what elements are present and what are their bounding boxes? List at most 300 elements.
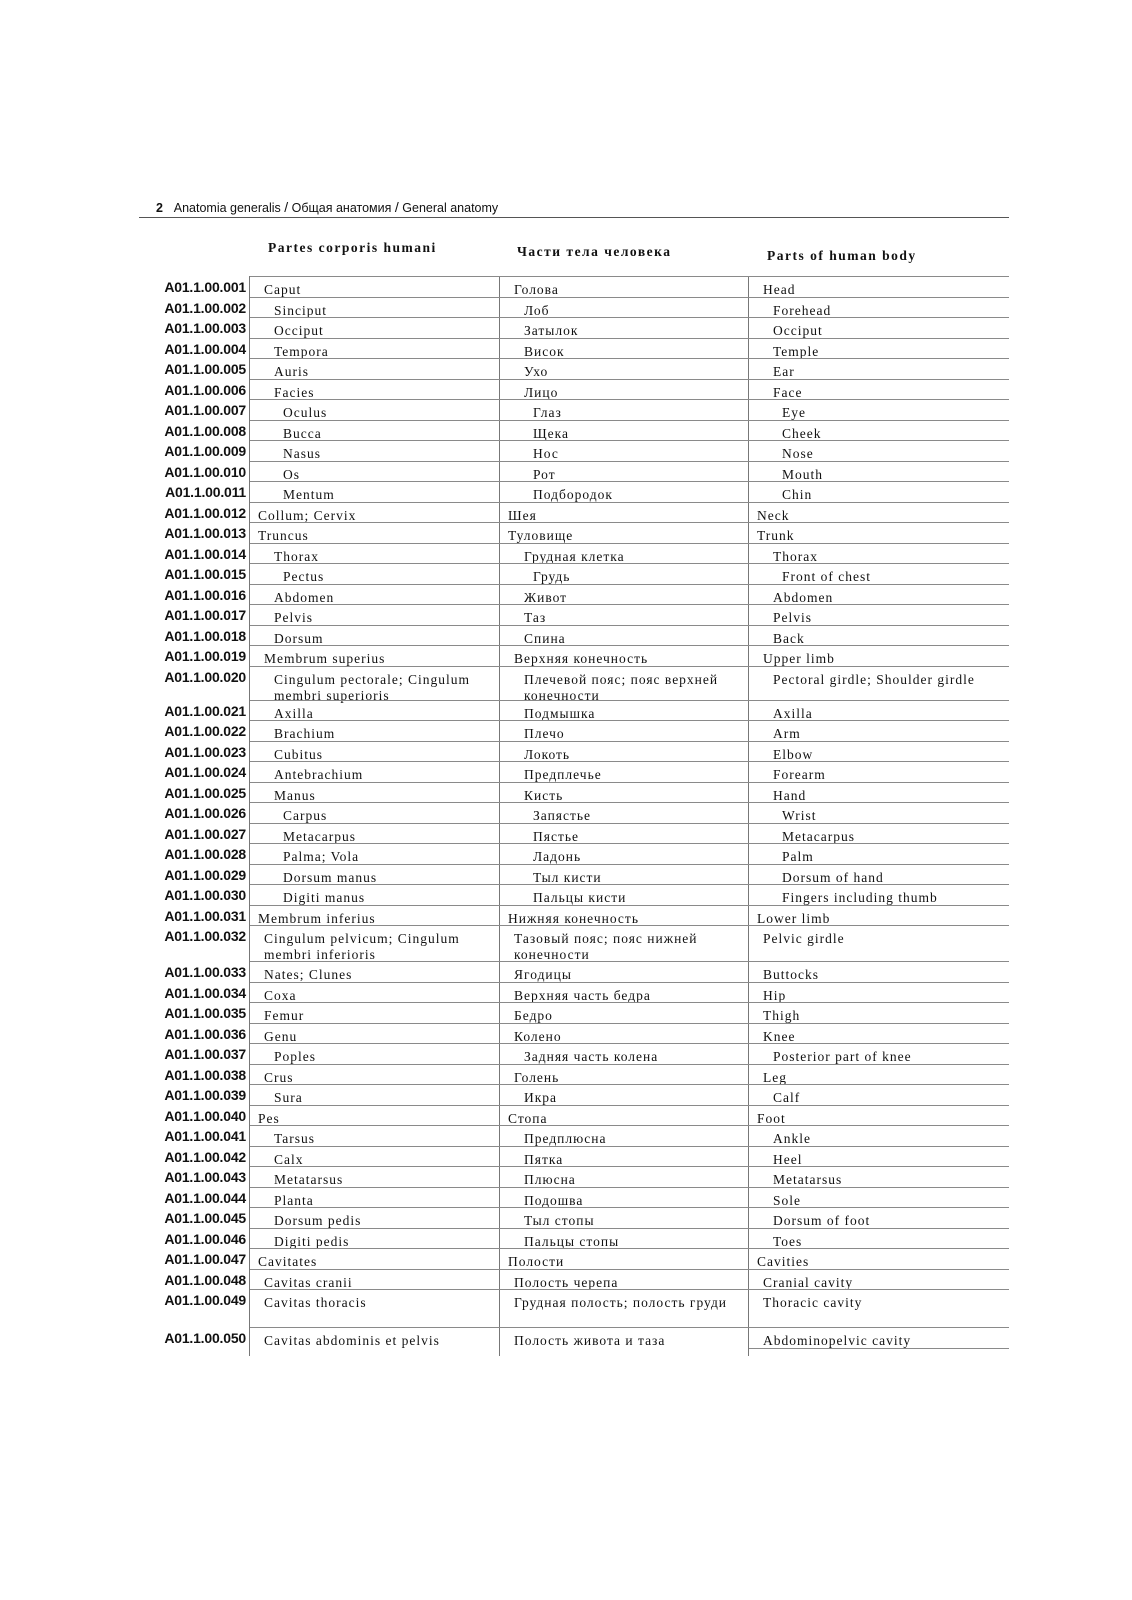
term-english-cell <box>749 782 1009 804</box>
table-row <box>0 802 1132 823</box>
term-russian-cell <box>500 1289 749 1328</box>
table-row <box>0 905 1132 926</box>
term-russian-cell <box>500 884 749 906</box>
term-latin: Manus <box>274 787 316 803</box>
term-english: Pectoral girdle; Shoulder girdle <box>773 671 975 687</box>
term-english-cell <box>749 802 1009 824</box>
term-russian-cell <box>500 1043 749 1065</box>
term-english-cell <box>749 502 1009 524</box>
table-row <box>0 1166 1132 1187</box>
table-row <box>0 961 1132 982</box>
table-row <box>0 884 1132 905</box>
term-russian-cell <box>500 358 749 380</box>
term-code: A01.1.00.036 <box>164 1025 246 1042</box>
term-latin: Cavitas cranii <box>264 1274 353 1290</box>
table-row <box>0 543 1132 564</box>
term-latin: Coxa <box>264 987 297 1003</box>
term-english: Back <box>773 630 805 646</box>
table-row <box>0 379 1132 400</box>
term-russian: Грудная полость; полость груди <box>514 1295 728 1310</box>
term-english-cell <box>749 358 1009 380</box>
term-code: A01.1.00.048 <box>164 1271 246 1288</box>
term-code: A01.1.00.033 <box>164 964 246 980</box>
term-english-cell <box>749 1228 1009 1250</box>
term-latin-cell <box>250 543 500 565</box>
term-latin-cell <box>250 666 500 701</box>
term-russian-cell <box>500 925 749 962</box>
term-latin: Pectus <box>283 569 325 584</box>
term-english-cell <box>749 1043 1009 1065</box>
term-latin-cell <box>250 761 500 783</box>
term-latin: Cingulum pelvicum; Cingulum membri inferioris <box>264 931 460 962</box>
term-russian: Предплюсна <box>524 1131 607 1146</box>
term-english: Metacarpus <box>782 828 855 844</box>
term-russian-cell <box>500 1125 749 1147</box>
term-english-cell <box>749 461 1009 483</box>
term-russian: Бедро <box>514 1008 553 1023</box>
term-latin: Dorsum manus <box>283 869 378 885</box>
term-english-cell <box>749 1002 1009 1024</box>
term-latin-cell <box>250 1002 500 1024</box>
table-row <box>0 1105 1132 1126</box>
term-english-cell <box>749 666 1009 701</box>
term-english: Ankle <box>773 1131 811 1146</box>
term-latin: Sura <box>274 1090 303 1105</box>
term-latin: Brachium <box>274 726 336 741</box>
term-english: Knee <box>763 1028 796 1044</box>
term-russian: Ладонь <box>533 849 582 864</box>
term-russian-cell <box>500 604 749 626</box>
table-row <box>0 1187 1132 1208</box>
term-english: Trunk <box>757 528 795 543</box>
term-russian-cell <box>500 720 749 742</box>
term-english: Hand <box>773 787 807 803</box>
term-russian-cell <box>500 741 749 763</box>
term-code: A01.1.00.012 <box>164 504 246 521</box>
term-code: A01.1.00.038 <box>164 1066 246 1083</box>
term-latin-cell <box>250 584 500 606</box>
term-english-cell <box>749 1125 1009 1147</box>
term-latin-cell <box>250 823 500 845</box>
term-english: Cheek <box>782 425 822 441</box>
term-latin-cell <box>250 502 500 524</box>
table-row <box>0 982 1132 1003</box>
term-code: A01.1.00.014 <box>164 545 246 562</box>
term-latin-cell <box>250 625 500 647</box>
term-russian-cell <box>500 379 749 401</box>
term-russian-cell <box>500 782 749 804</box>
term-russian-cell <box>500 1327 749 1349</box>
term-russian-cell <box>500 317 749 339</box>
term-latin-cell <box>250 782 500 804</box>
term-latin-cell <box>250 481 500 503</box>
term-latin-cell <box>250 864 500 886</box>
term-russian-cell <box>500 338 749 360</box>
term-code: A01.1.00.047 <box>164 1251 246 1267</box>
term-russian: Туловище <box>508 528 574 543</box>
term-english-cell <box>749 1327 1009 1349</box>
term-russian: Тазовый пояс; пояс нижней конечности <box>514 931 698 962</box>
term-code: A01.1.00.019 <box>164 648 246 664</box>
header-title-latin: Anatomia generalis <box>173 201 281 215</box>
term-latin: Membrum superius <box>264 651 386 666</box>
term-english: Thoracic cavity <box>763 1295 863 1310</box>
term-code: A01.1.00.002 <box>164 299 246 316</box>
term-russian: Подошва <box>524 1192 584 1208</box>
term-code: A01.1.00.040 <box>164 1107 246 1124</box>
term-russian-cell <box>500 1146 749 1168</box>
term-latin-cell <box>250 1248 500 1270</box>
term-latin: Oculus <box>283 405 328 420</box>
table-row <box>0 1248 1132 1269</box>
term-russian-cell <box>500 843 749 865</box>
term-latin-cell <box>250 961 500 983</box>
term-english-cell <box>749 420 1009 442</box>
table-row <box>0 420 1132 441</box>
term-latin: Planta <box>274 1192 314 1208</box>
term-russian-cell <box>500 502 749 524</box>
term-russian-cell <box>500 543 749 565</box>
term-english-cell <box>749 399 1009 421</box>
term-english: Abdominopelvic cavity <box>763 1333 912 1348</box>
term-russian: Тыл стопы <box>524 1213 595 1228</box>
table-row <box>0 1327 1132 1348</box>
term-english: Upper limb <box>763 651 835 666</box>
term-english: Thigh <box>763 1008 801 1023</box>
term-code: A01.1.00.013 <box>164 525 246 541</box>
term-english: Abdomen <box>773 589 834 605</box>
term-english-cell <box>749 720 1009 742</box>
term-english: Palm <box>782 849 814 864</box>
term-russian: Щека <box>533 425 569 441</box>
term-code: A01.1.00.027 <box>164 825 246 842</box>
term-latin: Pes <box>258 1110 280 1126</box>
term-english: Calf <box>773 1090 801 1105</box>
term-latin-cell <box>250 1146 500 1168</box>
term-latin: Tempora <box>274 343 329 359</box>
term-english-cell <box>749 1064 1009 1086</box>
term-english-cell <box>749 741 1009 763</box>
term-code: A01.1.00.018 <box>164 627 246 644</box>
term-latin: Poples <box>274 1049 317 1064</box>
column-header-russian: Части тела человека <box>517 244 672 259</box>
term-code: A01.1.00.001 <box>164 279 246 295</box>
term-russian-cell <box>500 399 749 421</box>
term-code: A01.1.00.037 <box>164 1046 246 1062</box>
term-code: A01.1.00.015 <box>164 566 246 582</box>
term-code: A01.1.00.021 <box>164 702 246 719</box>
term-latin: Membrum inferius <box>258 910 376 926</box>
term-english: Eye <box>782 405 806 420</box>
term-latin: Sinciput <box>274 302 328 318</box>
term-russian: Пальцы кисти <box>533 890 627 905</box>
term-latin-cell <box>250 1166 500 1188</box>
term-english-cell <box>749 1187 1009 1209</box>
term-russian-cell <box>500 625 749 647</box>
term-english-cell <box>749 961 1009 983</box>
term-latin-cell <box>250 563 500 585</box>
table-row <box>0 399 1132 420</box>
term-russian-cell <box>500 522 749 544</box>
term-latin-cell <box>250 338 500 360</box>
term-english-cell <box>749 563 1009 585</box>
table-row <box>0 1228 1132 1249</box>
term-code: A01.1.00.032 <box>164 928 246 944</box>
term-latin: Antebrachium <box>274 767 364 782</box>
term-english-cell <box>749 843 1009 865</box>
term-russian: Полость живота и таза <box>514 1333 666 1348</box>
term-english-cell <box>749 1023 1009 1045</box>
term-russian-cell <box>500 905 749 927</box>
term-russian: Нижняя конечность <box>508 910 639 926</box>
term-code: A01.1.00.004 <box>164 340 246 357</box>
table-bottom-rule <box>749 1348 1009 1349</box>
term-english: Hip <box>763 987 787 1003</box>
term-russian: Ухо <box>524 364 549 379</box>
header-separator: / <box>394 199 399 215</box>
column-header-english: Parts of human body <box>767 248 917 263</box>
term-latin: Bucca <box>283 425 322 441</box>
term-english: Lower limb <box>757 910 831 926</box>
term-latin: Axilla <box>274 705 314 721</box>
table-row <box>0 666 1132 703</box>
term-russian: Глаз <box>533 405 562 420</box>
term-english-cell <box>749 761 1009 783</box>
term-russian-cell <box>500 666 749 701</box>
term-russian-cell <box>500 1002 749 1024</box>
term-latin-cell <box>250 1327 500 1349</box>
term-english: Temple <box>773 343 820 359</box>
term-latin-cell <box>250 1269 500 1291</box>
term-english-cell <box>749 982 1009 1004</box>
term-code: A01.1.00.041 <box>164 1128 246 1144</box>
term-latin-cell <box>250 1023 500 1045</box>
term-english-cell <box>749 625 1009 647</box>
term-russian: Полости <box>508 1254 565 1269</box>
term-latin-cell <box>250 1064 500 1086</box>
term-english: Pelvis <box>773 610 813 625</box>
term-russian-cell <box>500 1207 749 1229</box>
term-english: Neck <box>757 507 790 523</box>
term-code: A01.1.00.024 <box>164 764 246 780</box>
term-english: Cavities <box>757 1254 810 1269</box>
term-english: Foot <box>757 1110 786 1126</box>
term-latin: Carpus <box>283 808 328 823</box>
term-latin-cell <box>250 843 500 865</box>
term-latin-cell <box>250 1125 500 1147</box>
page-number: 2 <box>156 201 163 215</box>
term-english: Pelvic girdle <box>763 931 845 946</box>
term-russian-cell <box>500 420 749 442</box>
term-russian: Шея <box>508 507 537 523</box>
term-russian-cell <box>500 1269 749 1291</box>
term-english: Front of chest <box>782 569 871 584</box>
term-code: A01.1.00.045 <box>164 1210 246 1226</box>
term-russian: Затылок <box>524 323 579 338</box>
term-russian: Предплечье <box>524 767 602 782</box>
table-row <box>0 563 1132 584</box>
term-russian: Плечевой пояс; пояс верхней конечности <box>524 671 719 703</box>
term-code: A01.1.00.005 <box>164 361 246 377</box>
term-russian-cell <box>500 1064 749 1086</box>
term-russian-cell <box>500 761 749 783</box>
term-english-cell <box>749 317 1009 339</box>
term-russian: Голова <box>514 282 559 297</box>
term-latin: Dorsum <box>274 630 324 646</box>
term-english-cell <box>749 1269 1009 1291</box>
term-code: A01.1.00.044 <box>164 1189 246 1206</box>
term-code: A01.1.00.046 <box>164 1230 246 1247</box>
term-english-cell <box>749 604 1009 626</box>
term-latin: Digiti pedis <box>274 1233 350 1249</box>
table-row <box>0 823 1132 844</box>
term-russian-cell <box>500 440 749 462</box>
term-russian: Локоть <box>524 746 571 762</box>
term-code: A01.1.00.042 <box>164 1148 246 1165</box>
table-row <box>0 297 1132 318</box>
term-russian-cell <box>500 864 749 886</box>
term-latin: Cavitas abdominis et pelvis <box>264 1333 440 1348</box>
term-english: Toes <box>773 1233 803 1249</box>
term-english: Chin <box>782 487 813 502</box>
table-row <box>0 358 1132 379</box>
term-english-cell <box>749 338 1009 360</box>
term-russian-cell <box>500 802 749 824</box>
term-latin-cell <box>250 420 500 442</box>
term-latin: Truncus <box>258 528 309 543</box>
term-russian-cell <box>500 982 749 1004</box>
term-code: A01.1.00.009 <box>164 443 246 459</box>
term-latin: Cavitas thoracis <box>264 1295 367 1310</box>
term-russian-cell <box>500 1166 749 1188</box>
term-english-cell <box>749 905 1009 927</box>
term-russian: Верхняя конечность <box>514 651 649 666</box>
term-latin-cell <box>250 297 500 319</box>
term-latin: Calx <box>274 1151 304 1167</box>
term-english-cell <box>749 1146 1009 1168</box>
table-row <box>0 645 1132 666</box>
term-code: A01.1.00.007 <box>164 402 246 418</box>
term-russian: Плюсна <box>524 1172 576 1187</box>
term-russian: Стопа <box>508 1110 548 1126</box>
term-latin: Genu <box>264 1028 298 1044</box>
term-latin: Pelvis <box>274 610 314 625</box>
term-latin-cell <box>250 645 500 667</box>
term-russian-cell <box>500 563 749 585</box>
term-russian: Голень <box>514 1069 560 1085</box>
header-separator: / <box>284 199 289 215</box>
term-russian: Пястье <box>533 828 579 844</box>
table-row <box>0 1207 1132 1228</box>
term-english-cell <box>749 543 1009 565</box>
term-russian: Грудь <box>533 569 571 584</box>
term-latin-cell <box>250 741 500 763</box>
table-row <box>0 1289 1132 1327</box>
table-row <box>0 1084 1132 1105</box>
term-latin: Collum; Cervix <box>258 507 357 523</box>
term-english: Occiput <box>773 323 823 338</box>
term-english-cell <box>749 481 1009 503</box>
term-latin-cell <box>250 1105 500 1127</box>
term-english-cell <box>749 1207 1009 1229</box>
term-code: A01.1.00.008 <box>164 422 246 439</box>
term-russian: Живот <box>524 589 568 605</box>
table-row <box>0 864 1132 885</box>
table-row <box>0 317 1132 338</box>
term-english: Heel <box>773 1151 803 1167</box>
term-russian-cell <box>500 700 749 722</box>
table-row <box>0 1125 1132 1146</box>
term-russian-cell <box>500 1084 749 1106</box>
term-code: A01.1.00.031 <box>164 907 246 924</box>
term-english: Nose <box>782 446 814 461</box>
term-english-cell <box>749 645 1009 667</box>
term-latin-cell <box>250 700 500 722</box>
term-code: A01.1.00.023 <box>164 743 246 760</box>
term-latin: Femur <box>264 1008 305 1023</box>
term-russian: Таз <box>524 610 547 625</box>
term-russian-cell <box>500 276 749 298</box>
term-latin: Metatarsus <box>274 1172 344 1187</box>
term-latin: Nasus <box>283 446 321 461</box>
term-english: Elbow <box>773 746 814 762</box>
term-latin-cell <box>250 276 500 298</box>
term-latin-cell <box>250 982 500 1004</box>
term-latin: Nates; Clunes <box>264 967 353 982</box>
term-english: Thorax <box>773 548 818 564</box>
term-english-cell <box>749 440 1009 462</box>
header-title-english: General anatomy <box>402 201 499 215</box>
table-row <box>0 522 1132 543</box>
table-row <box>0 741 1132 762</box>
term-russian-cell <box>500 1248 749 1270</box>
term-english: Fingers including thumb <box>782 890 938 905</box>
header-title-russian: Общая анатомия <box>291 201 392 215</box>
term-latin: Digiti manus <box>283 890 366 905</box>
term-latin: Dorsum pedis <box>274 1213 362 1228</box>
term-latin-cell <box>250 1207 500 1229</box>
term-latin: Cubitus <box>274 746 324 762</box>
term-russian: Пятка <box>524 1151 564 1167</box>
term-code: A01.1.00.026 <box>164 805 246 821</box>
term-code: A01.1.00.011 <box>165 484 246 500</box>
term-latin: Mentum <box>283 487 335 502</box>
term-english: Leg <box>763 1069 787 1085</box>
term-english-cell <box>749 276 1009 298</box>
term-latin: Crus <box>264 1069 294 1085</box>
table-row <box>0 720 1132 741</box>
term-latin: Os <box>283 466 301 482</box>
term-code: A01.1.00.043 <box>164 1169 246 1185</box>
table-row <box>0 440 1132 461</box>
term-russian-cell <box>500 1187 749 1209</box>
term-code: A01.1.00.016 <box>164 586 246 603</box>
term-code: A01.1.00.050 <box>164 1330 246 1346</box>
term-english: Buttocks <box>763 967 820 982</box>
term-russian: Тыл кисти <box>533 869 602 885</box>
term-russian-cell <box>500 645 749 667</box>
term-russian-cell <box>500 1105 749 1127</box>
term-code: A01.1.00.022 <box>164 723 246 739</box>
term-russian: Колено <box>514 1028 562 1044</box>
term-russian: Ягодицы <box>514 967 572 982</box>
term-russian: Подбородок <box>533 487 613 502</box>
term-latin-cell <box>250 1187 500 1209</box>
term-english: Axilla <box>773 705 813 721</box>
term-russian-cell <box>500 584 749 606</box>
term-english: Posterior part of knee <box>773 1049 912 1064</box>
term-latin: Tarsus <box>274 1131 316 1146</box>
